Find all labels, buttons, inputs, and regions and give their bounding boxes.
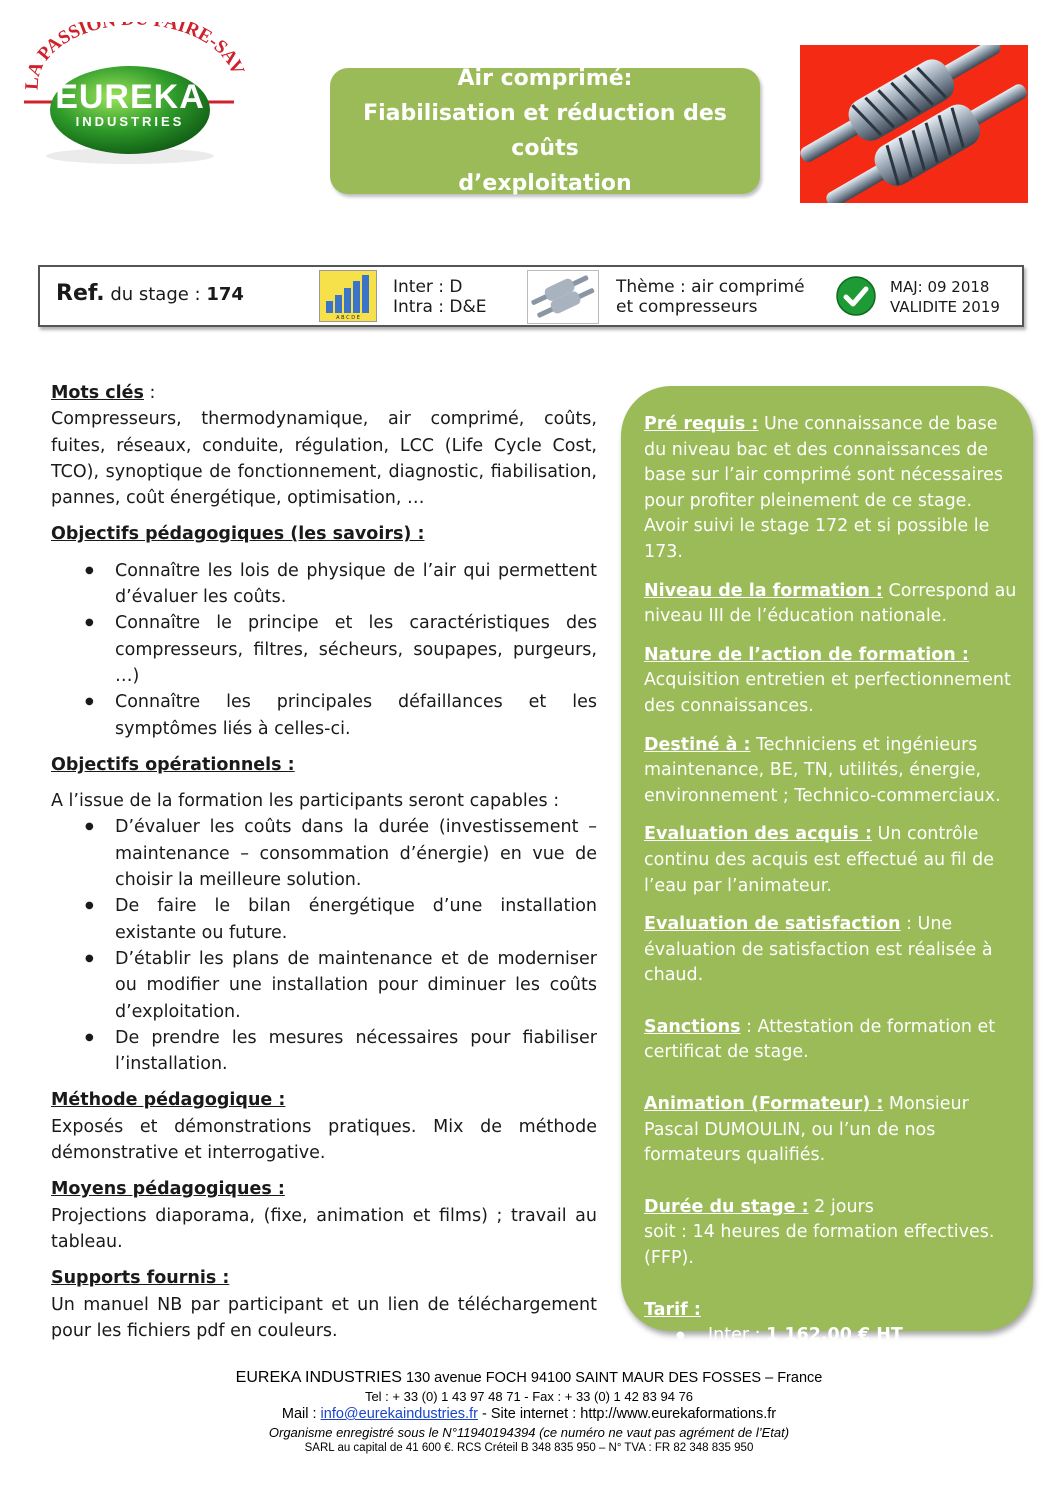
footer-organisme: Organisme enregistré sous le N°11940194394 (ce numéro ne vaut pas agrément de l’Etat) (268, 1425, 790, 1440)
logo-subname: INDUSTRIES (75, 114, 185, 129)
email-link[interactable]: info@eurekaindustries.fr (320, 1406, 478, 1422)
prereq: Pré requis : Une connaissance de base du niveau bac et des connaissances de base sur l’air comprimé sont nécessaires pour profiter pleinement de ce stage. (644, 414, 1004, 511)
reference-bar (38, 265, 1024, 327)
title-line-3: d’exploitation (458, 171, 632, 196)
inter-intra (393, 277, 486, 317)
info-panel-content (644, 412, 1024, 1374)
sanctions: Sanctions : Attestation de formation et certificat de stage. (644, 1016, 996, 1063)
list-item: ● De prendre les mesures nécessaires pour fiabiliser l’installation. (51, 1025, 597, 1078)
list-item: ● Connaître le principe et les caractéristiques des compresseurs, filtres, sécheurs, soupapes, purgeurs, …) (51, 610, 597, 689)
list-item: ● D’évaluer les coûts dans la durée (investissement – maintenance – consommation d’énergie) en vue de choisir la meilleure solution. (51, 814, 597, 893)
footer-address: EUREKA INDUSTRIES 130 avenue FOCH 94100 SAINT MAUR DES FOSSES – France (235, 1369, 823, 1386)
destine: Destiné à : Techniciens et ingénieurs maintenance, BE, TN, utilités, énergie, environnement ; Technico-commerciaux. (644, 734, 1001, 806)
level-chart-icon (319, 270, 377, 322)
eval-acquis: Evaluation des acquis : Un contrôle continu des acquis est effectué au fil de l’eau par l’animateur. (644, 824, 995, 896)
list-item: ● Connaître les principales défaillances et les symptômes liés à celles-ci. (51, 689, 597, 742)
animation: Animation (Formateur) : Monsieur Pascal DUMOULIN, ou l’un de nos formateurs qualifiés. (644, 1094, 969, 1166)
list-item: ● De faire le bilan énergétique d’une installation existante ou future. (51, 893, 597, 946)
compressor-rotor-image (800, 45, 1028, 203)
tarif-intra: ● Intra : nous consulter. (644, 1349, 1024, 1375)
level-letters: A B C D E (336, 315, 360, 321)
list-item: ● Connaître les lois de physique de l’air qui permettent d’évaluer les coûts. (51, 558, 597, 611)
tarif-list (644, 1323, 1024, 1374)
supports-heading: Supports fournis : (51, 1268, 230, 1289)
obj-peda-list (51, 558, 597, 742)
niveau: Niveau de la formation : Correspond au niveau III de l’éducation nationale. (644, 580, 1017, 627)
tarif-heading: Tarif : (644, 1299, 701, 1320)
left-column (51, 380, 597, 1344)
title-line-1: Air comprimé: (457, 66, 633, 91)
theme: Thème : air comprimé et compresseurs (616, 277, 805, 317)
duree: Durée du stage : 2 jours (644, 1196, 874, 1217)
tarif-inter: ● Inter : 1 162,00 € HT (644, 1323, 1024, 1349)
footer-contact: Mail : info@eurekaindustries.fr - Site internet : http://www.eurekaformations.fr (281, 1406, 777, 1422)
footer-legal: SARL au capital de 41 600 €. RCS Créteil B 348 835 950 – N° TVA : FR 82 348 835 950 (304, 1442, 754, 1454)
eval-satisfaction: Evaluation de satisfaction : Une évaluation de satisfaction est réalisée à chaud. (644, 914, 993, 986)
list-item: ● D’établir les plans de maintenance et de moderniser ou modifier une installation pour diminuer les coûts d’exploitation. (51, 946, 597, 1025)
supports-text: Un manuel NB par participant et un lien de téléchargement pour les fichiers pdf en couleurs. (51, 1294, 597, 1341)
update-validity (890, 277, 1000, 317)
obj-peda-heading: Objectifs pédagogiques (les savoirs) : (51, 524, 425, 545)
title-box (330, 68, 760, 194)
tarif-inter-value: 1 162,00 € HT (766, 1325, 903, 1346)
checkmark-icon (836, 276, 876, 316)
footer (0, 1368, 1058, 1456)
obj-op-intro: A l’issue de la formation les participants seront capables : (51, 791, 560, 812)
methode-heading: Méthode pédagogique : (51, 1090, 286, 1111)
maj-date: MAJ: 09 2018 (890, 278, 990, 296)
nature-text: Acquisition entretien et perfectionnement des connaissances. (644, 670, 1011, 716)
ref-number: 174 (206, 284, 244, 305)
ref-label: Ref. du stage : 174 (56, 281, 244, 306)
compressor-icon (527, 270, 599, 324)
obj-op-heading: Objectifs opérationnels : (51, 754, 295, 775)
logo-name: EUREKA (55, 78, 205, 116)
inter-level: Inter : D (393, 277, 463, 297)
validity: VALIDITE 2019 (890, 298, 1000, 316)
prereq-2: Avoir suivi le stage 172 et si possible le 173. (644, 516, 990, 562)
nature-heading: Nature de l’action de formation : (644, 644, 969, 665)
mots-cles-heading: Mots clés : (51, 383, 156, 403)
moyens-heading: Moyens pédagogiques : (51, 1179, 285, 1200)
intra-level: Intra : D&E (393, 297, 487, 317)
obj-op-list (51, 814, 597, 1077)
methode-text: Exposés et démonstrations pratiques. Mix de méthode démonstrative et interrogative. (51, 1116, 597, 1164)
mots-cles-text: Compresseurs, thermodynamique, air comprimé, coûts, fuites, réseaux, conduite, régulation, LCC (Life Cycle Cost, TCO), synoptique de fonctionnement, diagnostic, fiabilisation, pannes, coût énergétique, optimisation, … (51, 409, 597, 509)
logo-arc-text: LA PASSIO AIRE-SAV (21, 22, 248, 91)
duree-2: soit : 14 heures de formation effectives. (FFP). (644, 1222, 995, 1269)
footer-phone: Tel : + 33 (0) 1 43 97 48 71 - Fax : + 33 (0) 1 42 83 94 76 (364, 1389, 694, 1404)
moyens-text: Projections diaporama, (fixe, animation et films) ; travail au tableau. (51, 1205, 597, 1252)
title-line-2: Fiabilisation et réduction des coûts (363, 101, 727, 161)
eureka-logo (20, 22, 250, 172)
